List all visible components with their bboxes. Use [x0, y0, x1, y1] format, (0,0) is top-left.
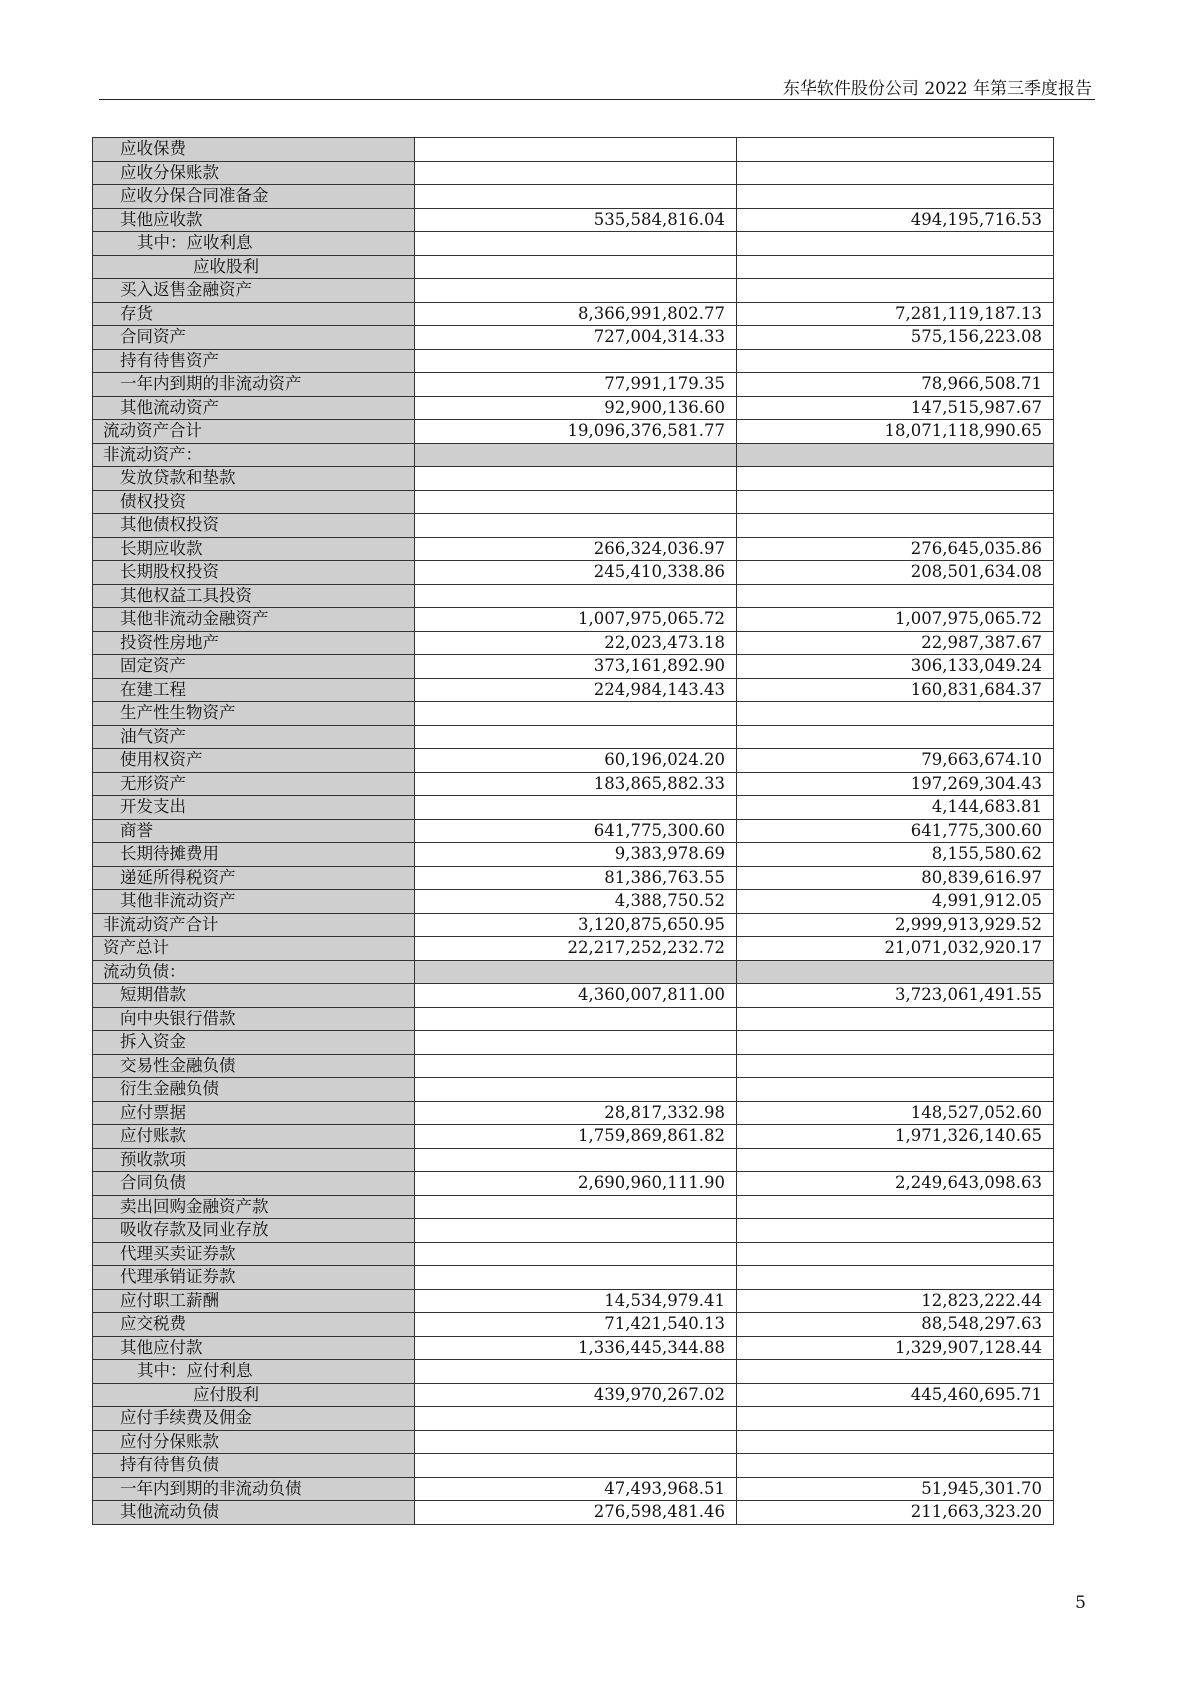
current-period-value — [415, 232, 737, 256]
balance-sheet-table — [92, 137, 1054, 1525]
current-period-value: 9,383,978.69 — [415, 843, 737, 867]
table-row — [93, 490, 1054, 514]
current-period-value — [415, 1360, 737, 1384]
current-period-value — [415, 467, 737, 491]
row-label: 油气资产 — [93, 725, 415, 749]
table-row — [93, 537, 1054, 561]
row-label: 开发支出 — [93, 796, 415, 820]
row-label: 其他应付款 — [93, 1336, 415, 1360]
prior-period-value — [737, 1007, 1054, 1031]
row-label: 应付账款 — [93, 1125, 415, 1149]
current-period-value — [415, 490, 737, 514]
row-label: 一年内到期的非流动负债 — [93, 1477, 415, 1501]
current-period-value: 727,004,314.33 — [415, 326, 737, 350]
prior-period-value — [737, 490, 1054, 514]
prior-period-value — [737, 960, 1054, 984]
current-period-value — [415, 1266, 737, 1290]
table-row — [93, 467, 1054, 491]
prior-period-value: 445,460,695.71 — [737, 1383, 1054, 1407]
table-row — [93, 796, 1054, 820]
prior-period-value: 148,527,052.60 — [737, 1101, 1054, 1125]
row-label: 应收保费 — [93, 138, 415, 162]
row-label: 合同负债 — [93, 1172, 415, 1196]
prior-period-value — [737, 514, 1054, 538]
row-label: 其他流动资产 — [93, 396, 415, 420]
current-period-value — [415, 1454, 737, 1478]
row-label: 应付分保账款 — [93, 1430, 415, 1454]
row-label: 非流动资产合计 — [93, 913, 415, 937]
current-period-value — [415, 443, 737, 467]
table-row — [93, 326, 1054, 350]
prior-period-value — [737, 1430, 1054, 1454]
row-label: 使用权资产 — [93, 749, 415, 773]
current-period-value: 373,161,892.90 — [415, 655, 737, 679]
table-row — [93, 1078, 1054, 1102]
prior-period-value — [737, 584, 1054, 608]
row-label: 投资性房地产 — [93, 631, 415, 655]
current-period-value: 266,324,036.97 — [415, 537, 737, 561]
current-period-value: 4,360,007,811.00 — [415, 984, 737, 1008]
current-period-value: 3,120,875,650.95 — [415, 913, 737, 937]
row-label: 其他非流动金融资产 — [93, 608, 415, 632]
prior-period-value: 306,133,049.24 — [737, 655, 1054, 679]
prior-period-value — [737, 1360, 1054, 1384]
table-row — [93, 866, 1054, 890]
row-label: 吸收存款及同业存放 — [93, 1219, 415, 1243]
row-label: 应收分保账款 — [93, 161, 415, 185]
row-label: 拆入资金 — [93, 1031, 415, 1055]
current-period-value — [415, 1007, 737, 1031]
row-label: 买入返售金融资产 — [93, 279, 415, 303]
prior-period-value: 641,775,300.60 — [737, 819, 1054, 843]
row-label: 应收分保合同准备金 — [93, 185, 415, 209]
prior-period-value — [737, 161, 1054, 185]
prior-period-value: 494,195,716.53 — [737, 208, 1054, 232]
current-period-value: 1,007,975,065.72 — [415, 608, 737, 632]
current-period-value: 183,865,882.33 — [415, 772, 737, 796]
table-row — [93, 1148, 1054, 1172]
prior-period-value: 575,156,223.08 — [737, 326, 1054, 350]
current-period-value: 19,096,376,581.77 — [415, 420, 737, 444]
prior-period-value — [737, 255, 1054, 279]
row-label: 其他非流动资产 — [93, 890, 415, 914]
table-row — [93, 373, 1054, 397]
table-row — [93, 1336, 1054, 1360]
prior-period-value: 211,663,323.20 — [737, 1501, 1054, 1525]
table-row — [93, 1219, 1054, 1243]
current-period-value — [415, 725, 737, 749]
table-row — [93, 232, 1054, 256]
row-label: 流动资产合计 — [93, 420, 415, 444]
report-header-title: 东华软件股份公司 2022 年第三季度报告 — [782, 79, 1092, 99]
row-label: 交易性金融负债 — [93, 1054, 415, 1078]
table-row — [93, 1430, 1054, 1454]
current-period-value — [415, 1078, 737, 1102]
row-label: 应付手续费及佣金 — [93, 1407, 415, 1431]
row-label: 预收款项 — [93, 1148, 415, 1172]
prior-period-value — [737, 702, 1054, 726]
row-label: 发放贷款和垫款 — [93, 467, 415, 491]
prior-period-value: 160,831,684.37 — [737, 678, 1054, 702]
current-period-value: 8,366,991,802.77 — [415, 302, 737, 326]
prior-period-value — [737, 1266, 1054, 1290]
row-label: 合同资产 — [93, 326, 415, 350]
row-label: 向中央银行借款 — [93, 1007, 415, 1031]
current-period-value: 81,386,763.55 — [415, 866, 737, 890]
prior-period-value — [737, 1031, 1054, 1055]
current-period-value: 535,584,816.04 — [415, 208, 737, 232]
row-label: 代理承销证券款 — [93, 1266, 415, 1290]
prior-period-value: 18,071,118,990.65 — [737, 420, 1054, 444]
prior-period-value: 147,515,987.67 — [737, 396, 1054, 420]
table-row — [93, 561, 1054, 585]
prior-period-value — [737, 725, 1054, 749]
table-row — [93, 725, 1054, 749]
row-label: 商誉 — [93, 819, 415, 843]
current-period-value: 276,598,481.46 — [415, 1501, 737, 1525]
prior-period-value: 7,281,119,187.13 — [737, 302, 1054, 326]
table-row — [93, 1195, 1054, 1219]
current-period-value: 641,775,300.60 — [415, 819, 737, 843]
table-row — [93, 349, 1054, 373]
prior-period-value — [737, 232, 1054, 256]
prior-period-value: 276,645,035.86 — [737, 537, 1054, 561]
prior-period-value: 2,999,913,929.52 — [737, 913, 1054, 937]
current-period-value — [415, 279, 737, 303]
current-period-value: 47,493,968.51 — [415, 1477, 737, 1501]
table-row — [93, 208, 1054, 232]
table-row — [93, 702, 1054, 726]
current-period-value — [415, 960, 737, 984]
row-label: 在建工程 — [93, 678, 415, 702]
prior-period-value: 22,987,387.67 — [737, 631, 1054, 655]
table-row — [93, 1007, 1054, 1031]
table-row — [93, 1454, 1054, 1478]
header-divider — [99, 99, 1095, 100]
current-period-value: 14,534,979.41 — [415, 1289, 737, 1313]
table-row — [93, 843, 1054, 867]
table-row — [93, 1383, 1054, 1407]
prior-period-value: 12,823,222.44 — [737, 1289, 1054, 1313]
page-number: 5 — [1075, 1593, 1086, 1613]
prior-period-value — [737, 1407, 1054, 1431]
row-label: 其他流动负债 — [93, 1501, 415, 1525]
prior-period-value: 8,155,580.62 — [737, 843, 1054, 867]
current-period-value: 22,217,252,232.72 — [415, 937, 737, 961]
table-row — [93, 584, 1054, 608]
row-label: 衍生金融负债 — [93, 1078, 415, 1102]
current-period-value — [415, 255, 737, 279]
current-period-value — [415, 1219, 737, 1243]
table-row — [93, 608, 1054, 632]
prior-period-value — [737, 467, 1054, 491]
prior-period-value: 197,269,304.43 — [737, 772, 1054, 796]
balance-sheet-body — [93, 138, 1054, 1525]
table-row — [93, 960, 1054, 984]
table-row — [93, 161, 1054, 185]
current-period-value — [415, 584, 737, 608]
prior-period-value: 21,071,032,920.17 — [737, 937, 1054, 961]
table-row — [93, 1031, 1054, 1055]
row-label: 卖出回购金融资产款 — [93, 1195, 415, 1219]
row-label: 长期待摊费用 — [93, 843, 415, 867]
prior-period-value — [737, 279, 1054, 303]
table-row — [93, 255, 1054, 279]
row-label: 应收股利 — [93, 255, 415, 279]
table-row — [93, 514, 1054, 538]
table-row — [93, 984, 1054, 1008]
row-label: 长期股权投资 — [93, 561, 415, 585]
current-period-value — [415, 138, 737, 162]
table-row — [93, 678, 1054, 702]
current-period-value — [415, 1054, 737, 1078]
current-period-value — [415, 185, 737, 209]
row-label: 递延所得税资产 — [93, 866, 415, 890]
prior-period-value: 2,249,643,098.63 — [737, 1172, 1054, 1196]
table-row — [93, 1242, 1054, 1266]
current-period-value — [415, 796, 737, 820]
prior-period-value: 88,548,297.63 — [737, 1313, 1054, 1337]
prior-period-value — [737, 1242, 1054, 1266]
row-label: 一年内到期的非流动资产 — [93, 373, 415, 397]
current-period-value — [415, 349, 737, 373]
current-period-value — [415, 1430, 737, 1454]
table-row — [93, 655, 1054, 679]
current-period-value: 224,984,143.43 — [415, 678, 737, 702]
current-period-value: 245,410,338.86 — [415, 561, 737, 585]
current-period-value: 1,336,445,344.88 — [415, 1336, 737, 1360]
current-period-value: 4,388,750.52 — [415, 890, 737, 914]
table-row — [93, 913, 1054, 937]
row-label: 债权投资 — [93, 490, 415, 514]
prior-period-value — [737, 1054, 1054, 1078]
current-period-value: 60,196,024.20 — [415, 749, 737, 773]
current-period-value — [415, 1407, 737, 1431]
row-label: 无形资产 — [93, 772, 415, 796]
current-period-value: 71,421,540.13 — [415, 1313, 737, 1337]
prior-period-value: 3,723,061,491.55 — [737, 984, 1054, 1008]
table-row — [93, 1054, 1054, 1078]
current-period-value: 1,759,869,861.82 — [415, 1125, 737, 1149]
row-label: 其他债权投资 — [93, 514, 415, 538]
prior-period-value — [737, 1078, 1054, 1102]
row-label: 其中：应收利息 — [93, 232, 415, 256]
prior-period-value: 4,144,683.81 — [737, 796, 1054, 820]
table-row — [93, 302, 1054, 326]
current-period-value: 77,991,179.35 — [415, 373, 737, 397]
current-period-value: 439,970,267.02 — [415, 1383, 737, 1407]
table-row — [93, 937, 1054, 961]
row-label: 长期应收款 — [93, 537, 415, 561]
table-row — [93, 890, 1054, 914]
prior-period-value — [737, 138, 1054, 162]
current-period-value — [415, 1195, 737, 1219]
row-label: 非流动资产： — [93, 443, 415, 467]
row-label: 短期借款 — [93, 984, 415, 1008]
current-period-value: 22,023,473.18 — [415, 631, 737, 655]
table-row — [93, 772, 1054, 796]
prior-period-value: 51,945,301.70 — [737, 1477, 1054, 1501]
table-row — [93, 185, 1054, 209]
row-label: 其中：应付利息 — [93, 1360, 415, 1384]
row-label: 应付职工薪酬 — [93, 1289, 415, 1313]
table-row — [93, 279, 1054, 303]
table-row — [93, 420, 1054, 444]
prior-period-value — [737, 1148, 1054, 1172]
current-period-value: 2,690,960,111.90 — [415, 1172, 737, 1196]
prior-period-value: 80,839,616.97 — [737, 866, 1054, 890]
current-period-value — [415, 1031, 737, 1055]
prior-period-value — [737, 1195, 1054, 1219]
current-period-value — [415, 1242, 737, 1266]
row-label: 其他权益工具投资 — [93, 584, 415, 608]
prior-period-value: 79,663,674.10 — [737, 749, 1054, 773]
current-period-value — [415, 514, 737, 538]
current-period-value — [415, 1148, 737, 1172]
row-label: 持有待售负债 — [93, 1454, 415, 1478]
prior-period-value — [737, 443, 1054, 467]
row-label: 资产总计 — [93, 937, 415, 961]
prior-period-value: 78,966,508.71 — [737, 373, 1054, 397]
table-row — [93, 1266, 1054, 1290]
row-label: 应付股利 — [93, 1383, 415, 1407]
row-label: 流动负债： — [93, 960, 415, 984]
prior-period-value: 1,007,975,065.72 — [737, 608, 1054, 632]
table-row — [93, 396, 1054, 420]
row-label: 应交税费 — [93, 1313, 415, 1337]
prior-period-value — [737, 349, 1054, 373]
table-row — [93, 1407, 1054, 1431]
prior-period-value — [737, 1219, 1054, 1243]
current-period-value: 28,817,332.98 — [415, 1101, 737, 1125]
table-row — [93, 138, 1054, 162]
prior-period-value: 1,971,326,140.65 — [737, 1125, 1054, 1149]
current-period-value — [415, 161, 737, 185]
prior-period-value: 208,501,634.08 — [737, 561, 1054, 585]
table-row — [93, 1501, 1054, 1525]
table-row — [93, 1477, 1054, 1501]
row-label: 生产性生物资产 — [93, 702, 415, 726]
table-row — [93, 1313, 1054, 1337]
table-row — [93, 1172, 1054, 1196]
row-label: 存货 — [93, 302, 415, 326]
table-row — [93, 631, 1054, 655]
row-label: 应付票据 — [93, 1101, 415, 1125]
table-row — [93, 1125, 1054, 1149]
table-row — [93, 1289, 1054, 1313]
prior-period-value: 1,329,907,128.44 — [737, 1336, 1054, 1360]
table-row — [93, 1360, 1054, 1384]
row-label: 代理买卖证券款 — [93, 1242, 415, 1266]
table-row — [93, 1101, 1054, 1125]
table-row — [93, 749, 1054, 773]
table-row — [93, 819, 1054, 843]
prior-period-value — [737, 1454, 1054, 1478]
row-label: 持有待售资产 — [93, 349, 415, 373]
prior-period-value: 4,991,912.05 — [737, 890, 1054, 914]
current-period-value — [415, 702, 737, 726]
prior-period-value — [737, 185, 1054, 209]
current-period-value: 92,900,136.60 — [415, 396, 737, 420]
row-label: 固定资产 — [93, 655, 415, 679]
row-label: 其他应收款 — [93, 208, 415, 232]
table-row — [93, 443, 1054, 467]
